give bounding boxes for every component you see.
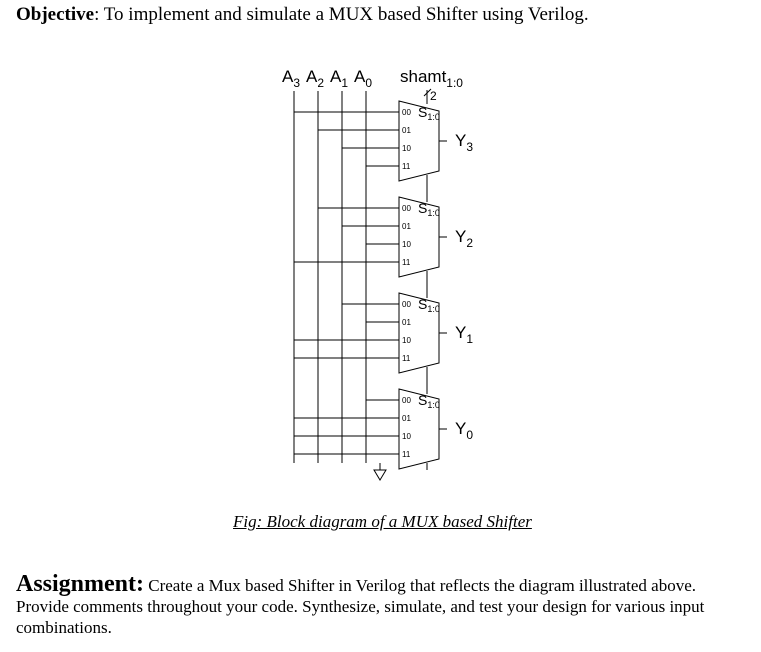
input-label-a3: $A_3$ [282,67,301,90]
mux-input-label-01: 01 [402,318,411,327]
mux-input-label-00: 00 [402,300,411,309]
mux-input-label-01: 01 [402,126,411,135]
mux-select-label: $S_{1:0}$ [418,200,440,218]
figure-caption: Fig: Block diagram of a MUX based Shifter [233,512,532,531]
mux-blocks [399,101,473,469]
signal-labels [282,67,463,103]
mux-input-label-11: 11 [402,258,411,267]
shamt-width-label: 2 [430,89,437,103]
input-label-a2: $A_2$ [306,67,325,90]
objective-label: Objective [16,4,95,25]
input-label-a0: $A_0$ [354,67,373,90]
mux-select-label: $S_{1:0}$ [418,296,440,314]
mux-input-label-10: 10 [402,432,411,441]
mux-input-label-10: 10 [402,336,411,345]
output-label-y1: $Y_1$ [455,323,474,346]
assignment-paragraph [16,571,751,638]
output-label-y2: $Y_2$ [455,227,474,250]
objective-text: : To implement and simulate a MUX based Shifter using Verilog. [94,4,589,25]
mux-2 [399,293,473,373]
mux-input-label-01: 01 [402,414,411,423]
ground-icon [374,470,386,480]
mux-input-label-01: 01 [402,222,411,231]
mux-input-label-00: 00 [402,108,411,117]
wiring [294,89,447,480]
output-label-y0: $Y_0$ [455,419,474,442]
mux-input-label-11: 11 [402,162,411,171]
mux-input-label-00: 00 [402,396,411,405]
mux-input-label-00: 00 [402,204,411,213]
assignment-heading: Assignment: [16,571,145,597]
shamt-label: shamt$_{1:0}$ [400,67,463,90]
mux-1 [399,197,473,277]
mux-select-label: $S_{1:0}$ [418,392,440,410]
output-label-y3: $Y_3$ [455,131,474,154]
mux-input-label-10: 10 [402,144,411,153]
mux-3 [399,389,473,469]
mux-select-label: $S_{1:0}$ [418,104,440,122]
assignment-text: Create a Mux based Shifter in Verilog that reflects the diagram illustrated above. Provide comments throughout your code. Synthesize, simulate, and test your design for various input combinations. [16,576,705,637]
mux-0 [399,101,473,181]
mux-input-label-11: 11 [402,354,411,363]
input-label-a1: $A_1$ [330,67,349,90]
mux-input-label-11: 11 [402,450,411,459]
mux-input-label-10: 10 [402,240,411,249]
